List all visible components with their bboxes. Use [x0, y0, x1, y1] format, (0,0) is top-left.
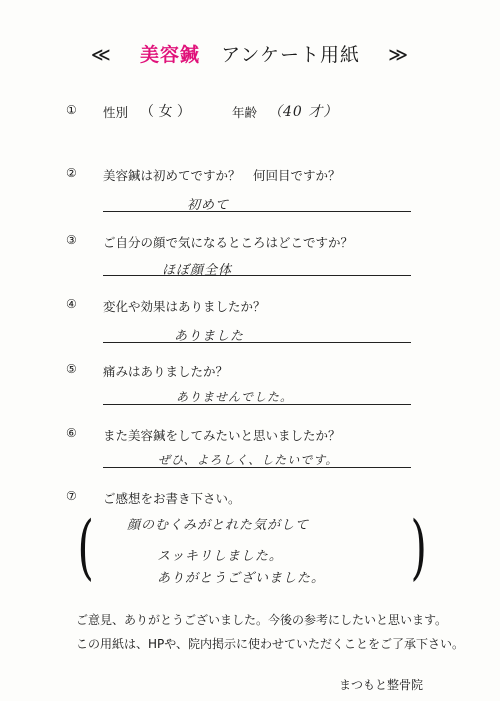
q3-answer-line — [103, 275, 411, 276]
q3-number: ③ — [66, 233, 77, 247]
q3-answer: ほぼ顔全体 — [162, 263, 233, 278]
q5-number: ⑤ — [66, 362, 77, 376]
gender-value: （ 女 ） — [140, 104, 191, 120]
q4-number: ④ — [66, 297, 77, 311]
q7-answer-line-2: スッキリしました。 — [157, 549, 283, 564]
q4-text: 変化や効果はありましたか？ — [103, 299, 266, 314]
age-label: 年齢 — [232, 105, 258, 120]
q1-number: ① — [66, 103, 77, 117]
q6-text: また美容鍼をしてみたいと思いましたか？ — [103, 428, 341, 443]
q7-number: ⑦ — [66, 489, 77, 503]
q4-answer-line — [103, 342, 411, 343]
age-value: （40 才） — [268, 104, 339, 120]
title-text: アンケート用紙 — [221, 44, 360, 66]
q5-text: 痛みはありましたか？ — [103, 364, 229, 379]
form-title — [0, 40, 500, 67]
q2-text: 美容鍼は初めてですか？ 何回目ですか？ — [103, 168, 341, 183]
q6-answer-line — [103, 467, 411, 468]
q7-answer-line-3: ありがとうございました。 — [157, 571, 326, 586]
q7-open-paren: ( — [77, 506, 94, 588]
q4-answer: ありました — [174, 329, 245, 344]
title-close-bracket: ≫ — [388, 44, 410, 66]
q2-number: ② — [66, 166, 77, 180]
q7-answer-line-1: 顔のむくみがとれた気がして — [127, 518, 310, 533]
q3-text: ご自分の顔で気になるところはどこですか？ — [103, 235, 354, 250]
q6-answer: ぜひ、よろしく、したいです。 — [158, 453, 339, 467]
gender-label: 性別 — [103, 105, 129, 120]
q5-answer-line — [103, 404, 411, 405]
footer-thanks: ご意見、ありがとうございました。今後の参考にしたいと思います。 — [76, 613, 448, 627]
title-accent: 美容鍼 — [139, 44, 200, 66]
title-open-bracket: ≪ — [90, 44, 112, 66]
q7-close-paren: ) — [410, 506, 427, 588]
q2-answer-line — [103, 211, 411, 212]
q2-answer: 初めて — [187, 198, 230, 213]
q6-number: ⑥ — [66, 426, 77, 440]
q7-text: ご感想をお書き下さい。 — [103, 491, 241, 506]
clinic-name: まつもと整骨院 — [339, 678, 424, 692]
q5-answer: ありませんでした。 — [176, 390, 294, 404]
footer-usage-notice: この用紙は、HPや、院内掲示に使わせていただくことをご了承下さい。 — [76, 637, 465, 651]
